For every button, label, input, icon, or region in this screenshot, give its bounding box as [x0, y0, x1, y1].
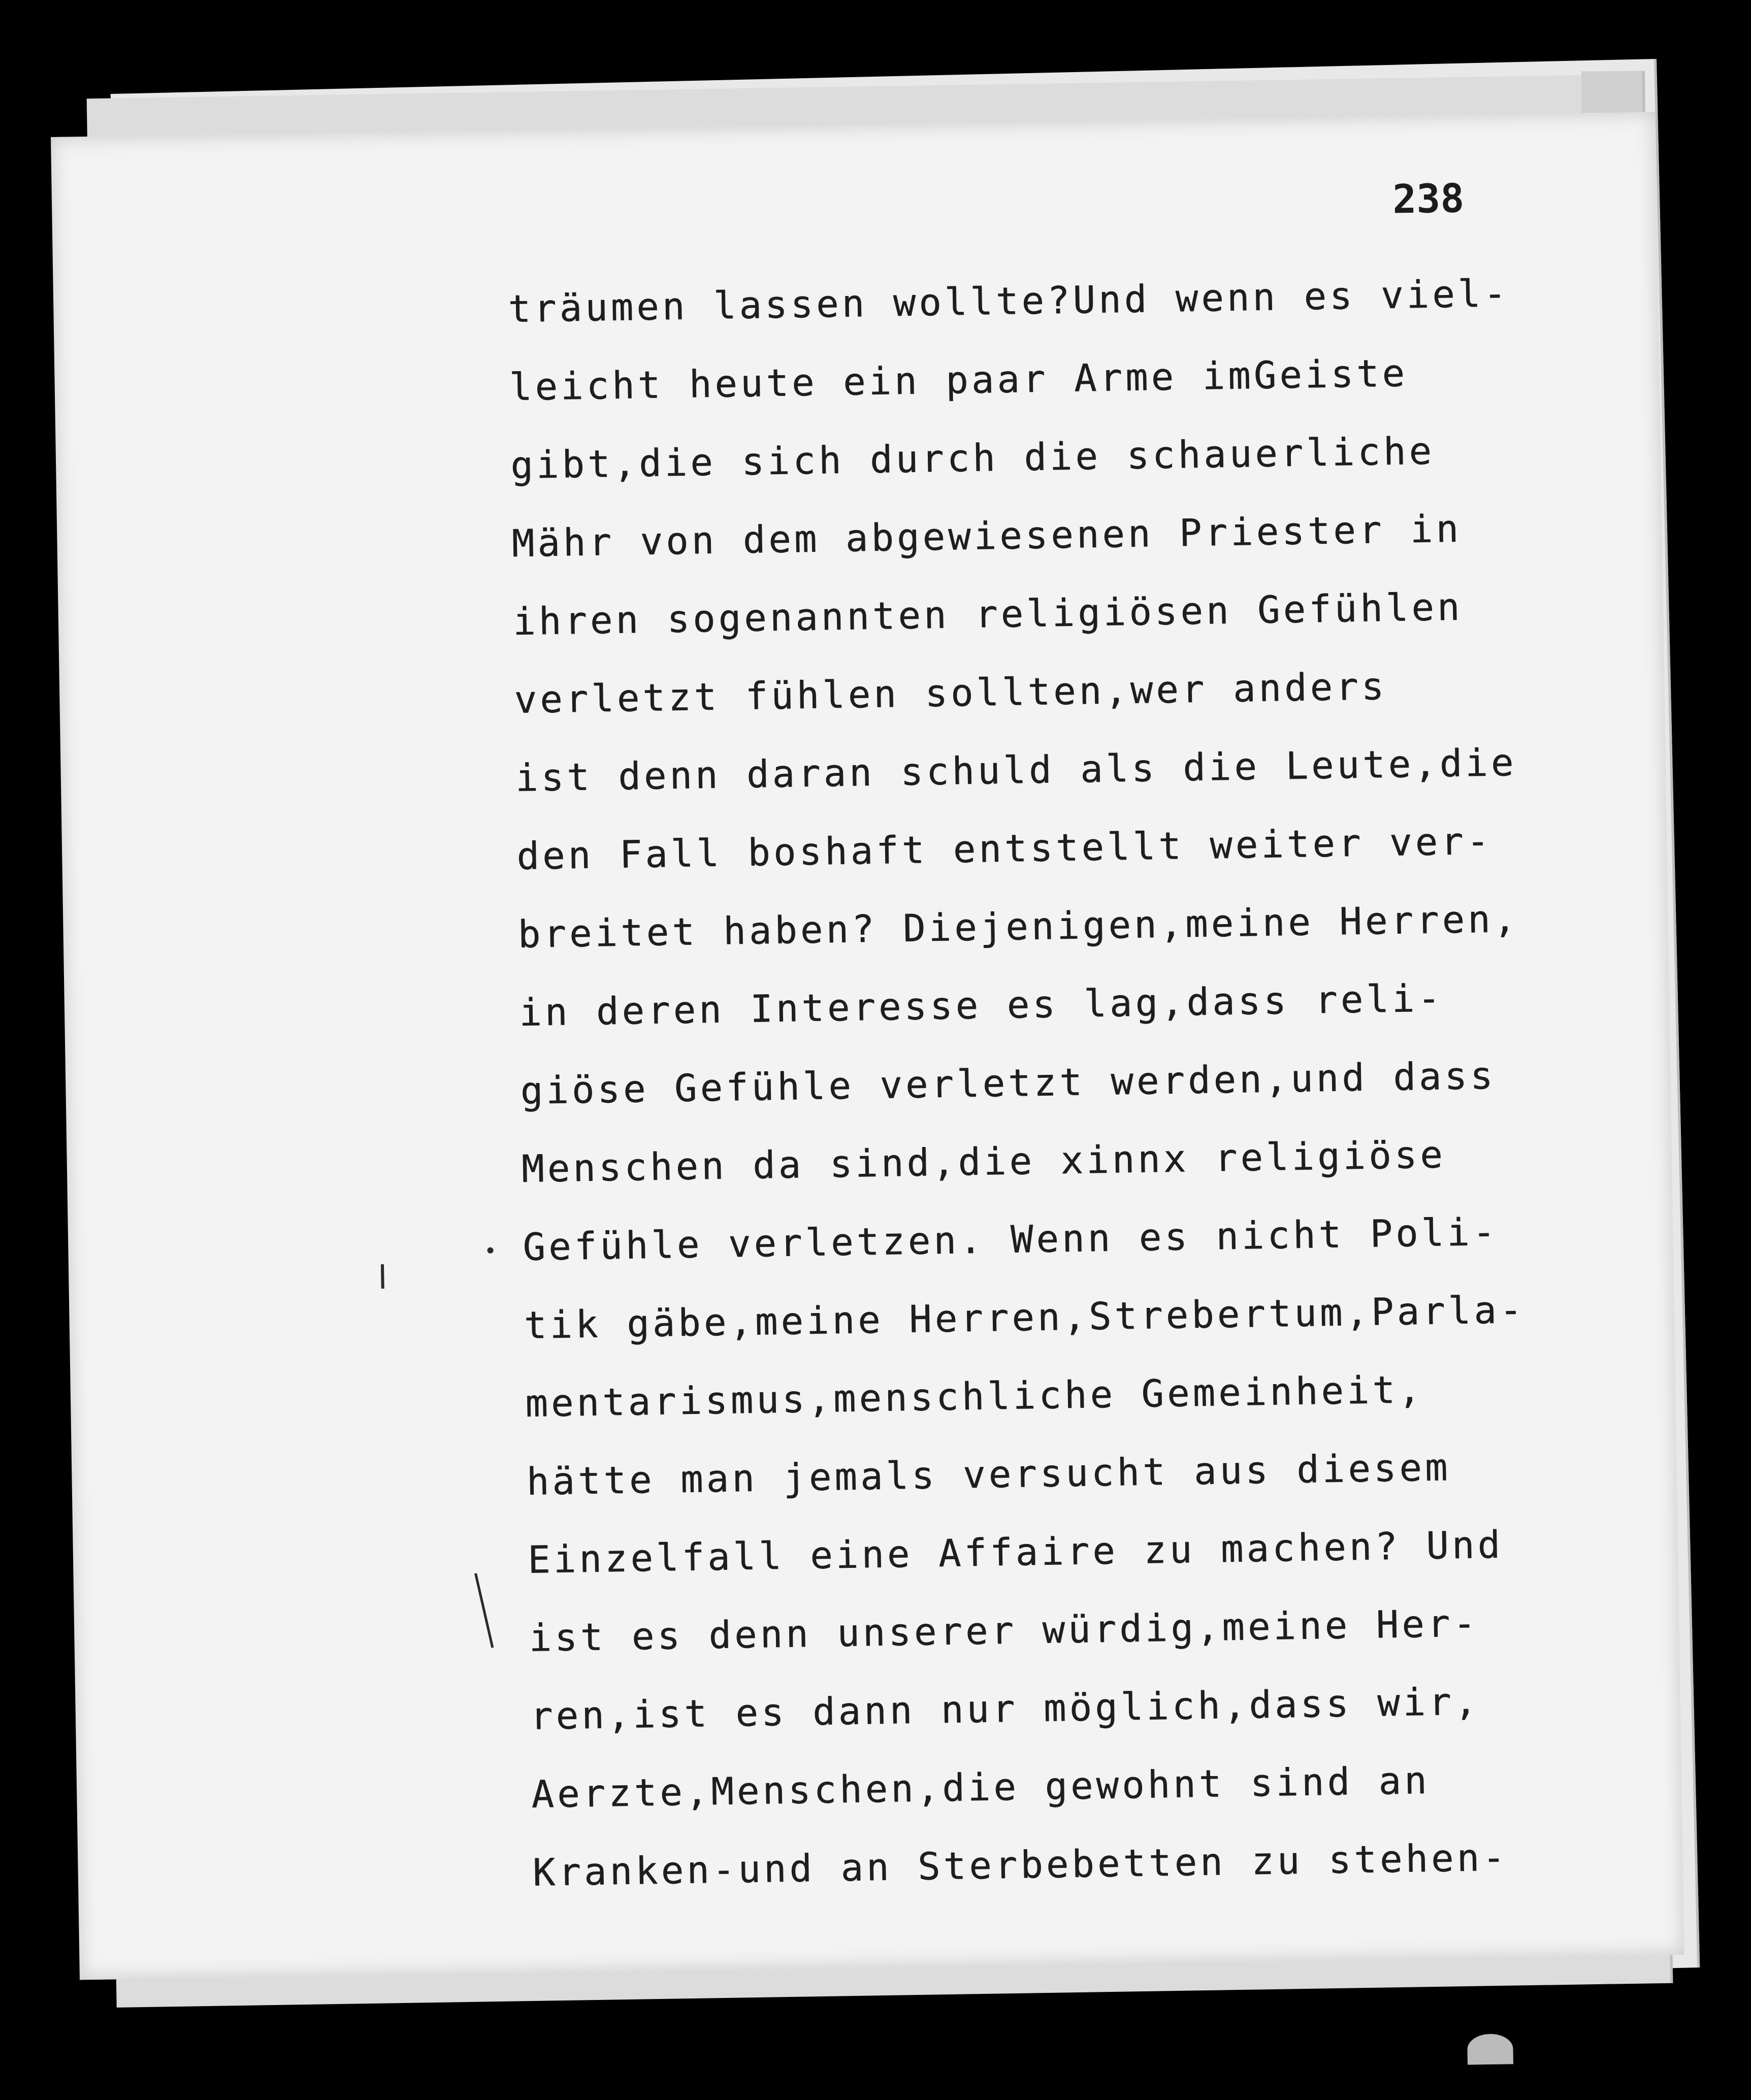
text-line: Aerzte,Menschen,die gewohnt sind an	[531, 1758, 1431, 1817]
text-line: ist denn daran schuld als die Leute,die	[515, 740, 1517, 800]
text-line: mentarismus,menschliche Gemeinheit,	[525, 1367, 1424, 1426]
text-line: Gefühle verletzen. Wenn es nicht Poli-	[522, 1210, 1499, 1269]
pencil-mark	[474, 1573, 494, 1648]
text-line: träumen lassen wollte?Und wenn es viel-	[507, 271, 1510, 331]
page-number: 238	[1392, 176, 1465, 223]
typed-page	[51, 112, 1684, 1980]
paper-stain	[1467, 2033, 1513, 2064]
text-line: in deren Interesse es lag,dass reli-	[518, 976, 1444, 1035]
text-line: den Fall boshaft entstellt weiter ver-	[516, 819, 1493, 878]
text-line: breitet haben? Diejenigen,meine Herren,	[517, 897, 1519, 957]
ink-dot	[487, 1248, 493, 1254]
text-line: gibt,die sich durch die schauerliche	[510, 429, 1435, 487]
text-line: hätte man jemals versucht aus diesem	[526, 1446, 1451, 1504]
pencil-mark	[381, 1264, 384, 1289]
text-line: Einzelfall eine Affaire zu machen? Und	[527, 1523, 1504, 1582]
text-line: leicht heute ein paar Arme imGeiste	[509, 351, 1408, 409]
text-line: Kranken-und an Sterbebetten zu stehen-	[532, 1835, 1509, 1895]
text-line: ihren sogenannten religiösen Gefühlen	[512, 585, 1463, 644]
text-line: ist es denn unserer würdig,meine Her-	[528, 1601, 1479, 1660]
typed-text-block	[508, 272, 1535, 1929]
text-line: Mähr von dem abgewiesenen Priester in	[511, 507, 1462, 566]
text-line: Menschen da sind,die xinnx religiöse	[521, 1133, 1446, 1191]
text-line: giöse Gefühle verletzt werden,und dass	[520, 1054, 1497, 1113]
text-line: tik gäbe,meine Herren,Strebertum,Parla-	[524, 1288, 1526, 1348]
text-line: ren,ist es dann nur möglich,dass wir,	[530, 1680, 1480, 1738]
text-line: verletzt fühlen sollten,wer anders	[513, 664, 1387, 722]
